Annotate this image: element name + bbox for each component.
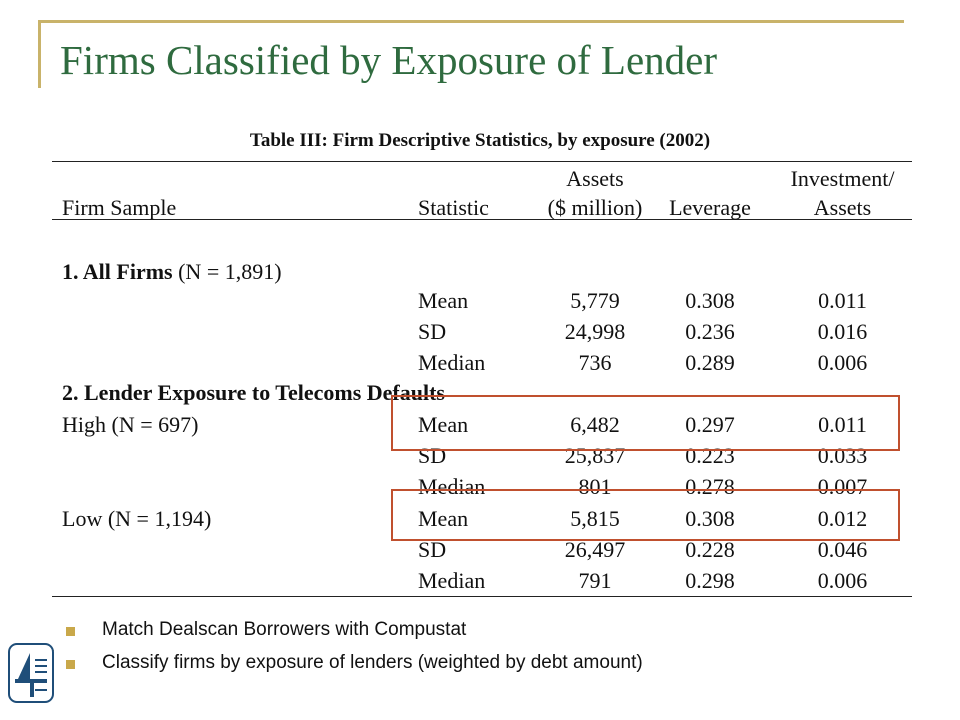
row-investment: 0.011 bbox=[818, 412, 867, 437]
low-exposure-highlight-box bbox=[391, 489, 900, 541]
institution-logo-icon bbox=[8, 643, 54, 703]
row-assets: 801 bbox=[578, 474, 612, 499]
row-leverage: 0.228 bbox=[685, 537, 735, 562]
row-leverage: 0.236 bbox=[685, 319, 735, 344]
bullet-text: Match Dealscan Borrowers with Compustat bbox=[102, 619, 467, 640]
row-leverage: 0.223 bbox=[685, 443, 735, 468]
row-stat: SD bbox=[418, 319, 447, 344]
row-stat: SD bbox=[418, 537, 447, 562]
row-stat: Median bbox=[418, 350, 486, 375]
title-frame-left bbox=[38, 20, 41, 88]
header-assets-line1: Assets bbox=[566, 166, 624, 191]
row-investment: 0.033 bbox=[817, 443, 868, 468]
header-firm-sample: Firm Sample bbox=[62, 195, 177, 220]
row-assets: 791 bbox=[578, 568, 612, 593]
header-assets-line2: ($ million) bbox=[547, 195, 643, 220]
row-investment: 0.006 bbox=[817, 350, 868, 375]
row-assets: 5,779 bbox=[570, 288, 620, 313]
high-exposure-highlight-box bbox=[391, 395, 900, 451]
row-investment: 0.007 bbox=[817, 474, 868, 499]
table-top-rule bbox=[52, 161, 912, 162]
row-leverage: 0.297 bbox=[685, 412, 735, 437]
row-assets: 25,837 bbox=[564, 443, 626, 468]
row-stat: Mean bbox=[418, 412, 469, 437]
row-investment: 0.012 bbox=[817, 506, 868, 531]
row-sample: High (N = 697) bbox=[62, 412, 199, 437]
row-assets: 24,998 bbox=[564, 319, 626, 344]
header-leverage: Leverage bbox=[669, 195, 751, 220]
row-sample: Low (N = 1,194) bbox=[62, 506, 212, 531]
table-caption: Table III: Firm Descriptive Statistics, by exposure (2002) bbox=[249, 130, 711, 151]
bullet-square-icon bbox=[66, 627, 75, 636]
row-leverage: 0.278 bbox=[685, 474, 735, 499]
row-leverage: 0.308 bbox=[685, 506, 735, 531]
section-all-firms-bold: 1. All Firms bbox=[62, 259, 173, 284]
row-leverage: 0.298 bbox=[685, 568, 735, 593]
section-lender-exposure: 2. Lender Exposure to Telecoms Defaults bbox=[62, 380, 445, 405]
row-stat: Mean bbox=[418, 288, 469, 313]
row-assets: 5,815 bbox=[570, 506, 620, 531]
row-investment: 0.046 bbox=[817, 537, 868, 562]
row-assets: 6,482 bbox=[570, 412, 620, 437]
row-stat: Mean bbox=[418, 506, 469, 531]
row-stat: Median bbox=[418, 474, 486, 499]
row-stat: Median bbox=[418, 568, 486, 593]
slide-title: Firms Classified by Exposure of Lender bbox=[60, 37, 718, 83]
row-investment: 0.011 bbox=[818, 288, 867, 313]
row-investment: 0.016 bbox=[817, 319, 868, 344]
section-all-firms-count: (N = 1,891) bbox=[172, 259, 282, 284]
bullet-square-icon bbox=[66, 660, 75, 669]
row-assets: 736 bbox=[578, 350, 612, 375]
section-all-firms bbox=[62, 259, 282, 285]
title-frame-top bbox=[38, 20, 904, 23]
bullet-text: Classify firms by exposure of lenders (weighted by debt amount) bbox=[102, 652, 643, 673]
row-leverage: 0.289 bbox=[685, 350, 735, 375]
row-investment: 0.006 bbox=[817, 568, 868, 593]
row-leverage: 0.308 bbox=[685, 288, 735, 313]
table-bottom-rule bbox=[52, 596, 912, 597]
row-stat: SD bbox=[418, 443, 447, 468]
header-investment-line2: Assets bbox=[813, 195, 872, 220]
header-investment-line1: Investment/ bbox=[790, 166, 895, 191]
row-assets: 26,497 bbox=[564, 537, 626, 562]
header-statistic: Statistic bbox=[418, 195, 489, 220]
